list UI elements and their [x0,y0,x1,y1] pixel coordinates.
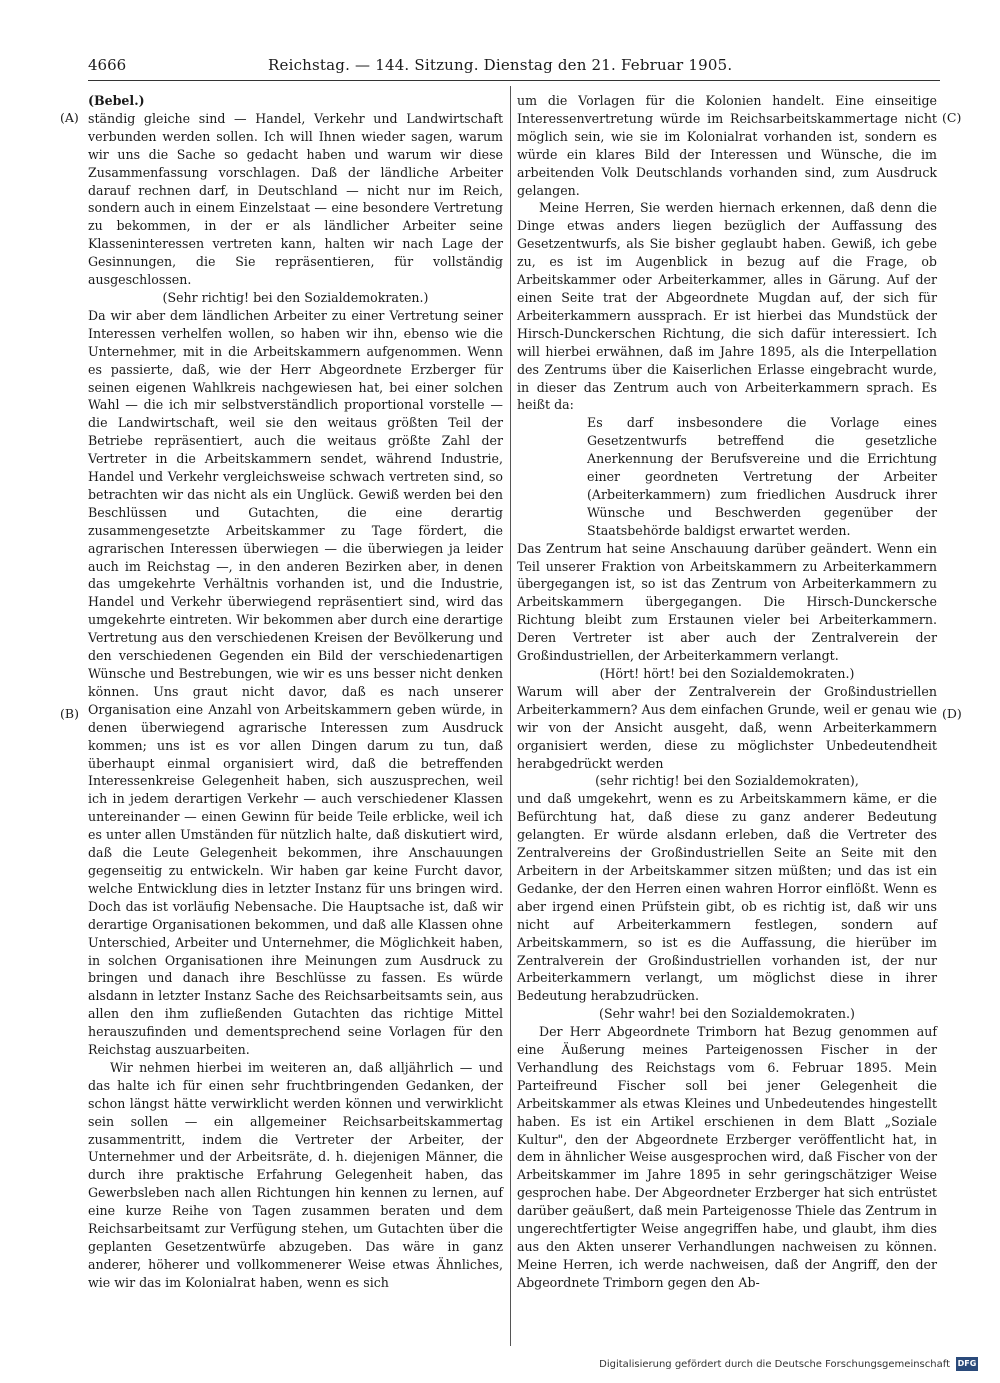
dfg-logo-icon: DFG [956,1357,978,1371]
paragraph: Der Herr Abgeordnete Trimborn hat Bezug genommen auf eine Äußerung meines Parteigenossen Fischer in der Verhandlung des Reichstags vom 6. Februar 1895. Mein Parteifreund Fischer soll bei jener Gelegenheit die Arbeitskammer als etwas Kleines und Unbedeutendes hingestellt haben. Es ist ein Artikel erschienen in dem Blatt „Soziale Kultur", den der Abgeordnete Erzberger veröffentlicht hat, in dem in ähnlicher Weise ausgesprochen wird, daß Fischer von der Arbeitskammer im Jahre 1895 in sehr geringschätziger Weise gesprochen habe. Der Abgeordneter Erzberger hat sich entrüstet darüber geäußert, daß mein Parteigenosse Thiele das Zentrum in ungerechtfertigter Weise angegriffen habe, und glaubt, ihm dies aus den Akten unserer Verhandlungen nachweisen zu können. Meine Herren, ich werde nachweisen, daß der Angriff, den der Abgeordnete Trimborn gegen den Ab- [517,1024,937,1290]
right-column [517,92,937,1292]
paragraph: Wir nehmen hierbei im weiteren an, daß alljährlich — und das halte ich für einen sehr fruchtbringenden Gedanken, der schon längst hätte verwirklicht werden können und verwirklicht sein sollen — ein allgemeiner Reichsarbeitskammertag zusammentritt, indem die Vertreter der Arbeiter, der Unternehmer und der Arbeitsräte, d. h. diejenigen Männer, die durch ihre praktische Erfahrung Gelegenheit haben, das Gewerbsleben nach allen Richtungen hin kennen zu lernen, auf eine kurze Reihe von Tagen zusammen beraten und dem Reichsarbeitsamt zur Verfügung stehen, um Gutachten über die geplanten Gesetzentwürfe abzugeben. Das wäre in ganz anderer, höherer und vollkommenerer Weise etwas Ähnliches, wie wir das im Kolonialrat haben, wenn es sich [88,1059,503,1290]
reaction: (Hört! hört! bei den Sozialdemokraten.) [599,666,855,681]
paragraph: Das Zentrum hat seine Anschauung darüber geändert. Wenn ein Teil unserer Fraktion von Arbeitskammern zu Arbeiterkammern übergegangen ist, so ist das Zentrum von Arbeiterkammern zu Arbeitskammern übergegangen. Die Hirsch-Dunckersche Richtung bleibt zum Erstaunen vieler bei Arbeiterkammern. Deren Vertreter ist aber auch der Zentralverein der Großindustriellen, der Arbeiterkammern verlangt. [517,540,937,664]
paragraph: Warum will aber der Zentralverein der Großindustriellen Arbeiterkammern? Aus dem einfachen Grunde, weil er genau wie wir von der Ansicht ausgeht, daß, wenn Arbeiterkammern organisiert werden, diese zu möglichster Unbedeutendheit herabgedrückt werden [517,683,937,771]
quotation: Es darf insbesondere die Vorlage eines Gesetzentwurfs betreffend die gesetzliche Anerkennung der Berufsvereine und die Errichtung einer geordneten Vertretung der Arbeiter (Arbeiterkammern) zum friedlichen Ausdruck ihrer Wünsche und Beschwerden gegenüber der Staatsbehörde baldigst erwartet werden. [587,415,937,538]
page-header [88,54,940,78]
paragraph: Meine Herren, Sie werden hiernach erkennen, daß denn die Dinge etwas anders liegen bezüglich der Auffassung des Gesetzentwurfs, als Sie bisher geglaubt haben. Gewiß, ich gebe zu, es ist im Augenblick in bezug auf die Frage, ob Arbeitskammer oder Arbeiterkammer, alles in Gärung. Auf der einen Seite trat der Abgeordnete Mugdan auf, der sich für Arbeiterkammern aussprach. Er ist hierbei das Mundstück der Hirsch-Dunckerschen Richtung, die sich dafür interessiert. Ich will hierbei erwähnen, daß im Jahre 1895, als die Interpellation des Zentrums über die Kaiserlichen Erlasse eingebracht wurde, in dieser das Zentrum auch von Arbeiterkammern sprach. Es heißt da: [517,200,937,413]
paragraph: Da wir aber dem ländlichen Arbeiter zu einer Vertretung seiner Interessen verhelfen wollen, so haben wir ihn, ebenso wie die Unternehmer, mit in die Arbeitskammern aufgenommen. Wenn es passierte, daß, wie der Herr Abgeordnete Erzberger für seinen eigenen Wahlkreis nachgewiesen hat, bei einer solchen Wahl — die ich mir selbstverständlich proportional vorstelle — die Landwirtschaft, weil sie den weitaus größten Teil der Betriebe repräsentiert, auch die weitaus größte Zahl der Vertreter in die Arbeitskammern sendet, während Industrie, Handel und Verkehr vergleichsweise schwach vertreten sind, so betrachten wir das nicht als ein Unglück. Gewiß werden bei den Beschlüssen und Gutachten, die eine derartig zusammengesetzte Arbeitskammer zu Tage fördert, die agrarischen Interessen überwiegen — die überwiegen ja leider auch im Reichstag —, in den anderen Bezirken aber, in denen das umgekehrte Verhältnis vorhanden ist, und die Industrie, Handel und Verkehr überwiegend repräsentiert sind, wird das umgekehrte eintreten. Wir bekommen aber durch eine derartige Vertretung aus den verschiedenen Kreisen der Bevölkerung und den verschiedenen Gegenden ein Bild der verschiedenartigen Wünsche und Bestrebungen, wie wir es uns besser nicht denken können. Uns graut nicht davor, daß es nach unserer Organisation eine Anzahl von Arbeitskammern geben würde, in denen überwiegend agrarische Interessen zum Ausdruck kommen; uns ist es vor allen Dingen darum zu tun, daß überhaupt einmal organisiert wird, daß die betreffenden Interessenkreise Gelegenheit haben, sich auszusprechen, weil ich in jedem derartigen Verkehr — auch verschiedener Klassen untereinander — einen Gewinn für beide Teile erblicke, weil ich es unter allen Umständen für nützlich halte, daß diskutiert wird, daß die Leute Gelegenheit bekommen, ihre Anschauungen gegenseitig zu entwickeln. Wir haben gar keine Furcht davor, welche Entwicklung dies in letzter Instanz für uns bringen wird. Doch das ist vorläufig Nebensache. Die Hauptsache ist, daß wir derartige Organisationen bekommen, und daß alle Klassen ohne Unterschied, Arbeiter und Unternehmer, die Möglichkeit haben, in solchen Organisationen ihre Meinungen zum Ausdruck zu bringen und danach ihre Beschlüsse zu fassen. Es würde alsdann in letzter Instanz Sache des Reichsarbeitsamts sein, aus allen den ihm zufließenden Gutachten das richtige Mittel herauszufinden und dementsprechend seine Vorlagen für den Reichstag auszuarbeiten. [88,307,503,1058]
header-rule [88,80,940,81]
column-separator [510,86,511,1346]
paragraph: um die Vorlagen für die Kolonien handelt. Eine einseitige Interessenvertretung würde im Reichsarbeitskammertage nicht möglich sein, wie sie im Kolonialrat vorhanden ist, sondern es würde ein klares Bild der Interessen und Wünsche, die im arbeitenden Volk Deutschlands vorhanden sind, zum Ausdruck gelangen. [517,93,937,198]
footer-text: Digitalisierung gefördert durch die Deutsche Forschungsgemeinschaft [599,1358,950,1370]
margin-mark-c: (C) [942,110,962,125]
reaction: (Sehr richtig! bei den Sozialdemokraten.) [162,289,429,305]
speaker-name: (Bebel.) [88,93,145,108]
digitization-footer [599,1357,978,1371]
paragraph: und daß umgekehrt, wenn es zu Arbeitskammern käme, er die Befürchtung hat, daß diese zu ganz anderer Bedeutung gelangten. Er würde alsdann erleben, daß die Vertreter des Zentralvereins der Großindustriellen Seite an Seite mit den Arbeitern in der Arbeitskammer sitzen müßten; und das ist ein Gedanke, der den Herren einen wahren Horror einflößt. Wenn es aber irgend einen Prüfstein gibt, ob es richtig ist, daß wir uns nicht auf Arbeiterkammern festlegen, sondern auf Arbeitskammern, so ist es die Auffassung, die hierüber im Zentralverein der Großindustriellen vorhanden ist, der nur Arbeiterkammern verlangt, um möglichst diese in ihrer Bedeutung herabzudrücken. [517,791,937,1004]
left-column [88,92,503,1292]
reaction: (sehr richtig! bei den Sozialdemokraten), [595,773,859,789]
running-head: Reichstag. — 144. Sitzung. Dienstag den 21. Februar 1905. [268,56,733,74]
paragraph: ständig gleiche sind — Handel, Verkehr und Landwirtschaft verbunden werden sollen. Ich will Ihnen wieder sagen, warum wir uns die Sache so gedacht haben und warum wir diese Zusammenfassung vorschlagen. Daß der ländliche Arbeiter darauf rechnen darf, in Deutschland — nicht nur im Reich, sondern auch in einem Einzelstaat — eine besondere Vertretung zu bekommen, in der er als ländlicher Arbeiter seine Klasseninteressen vertreten kann, halten wir nach Lage der Gesinnungen, die Sie repräsentieren, für vollständig ausgeschlossen. [88,110,503,288]
reaction: (Sehr wahr! bei den Sozialdemokraten.) [599,1006,855,1022]
page-number: 4666 [88,56,127,74]
margin-mark-a: (A) [60,110,79,125]
margin-mark-d: (D) [942,706,962,721]
margin-mark-b: (B) [60,706,79,721]
